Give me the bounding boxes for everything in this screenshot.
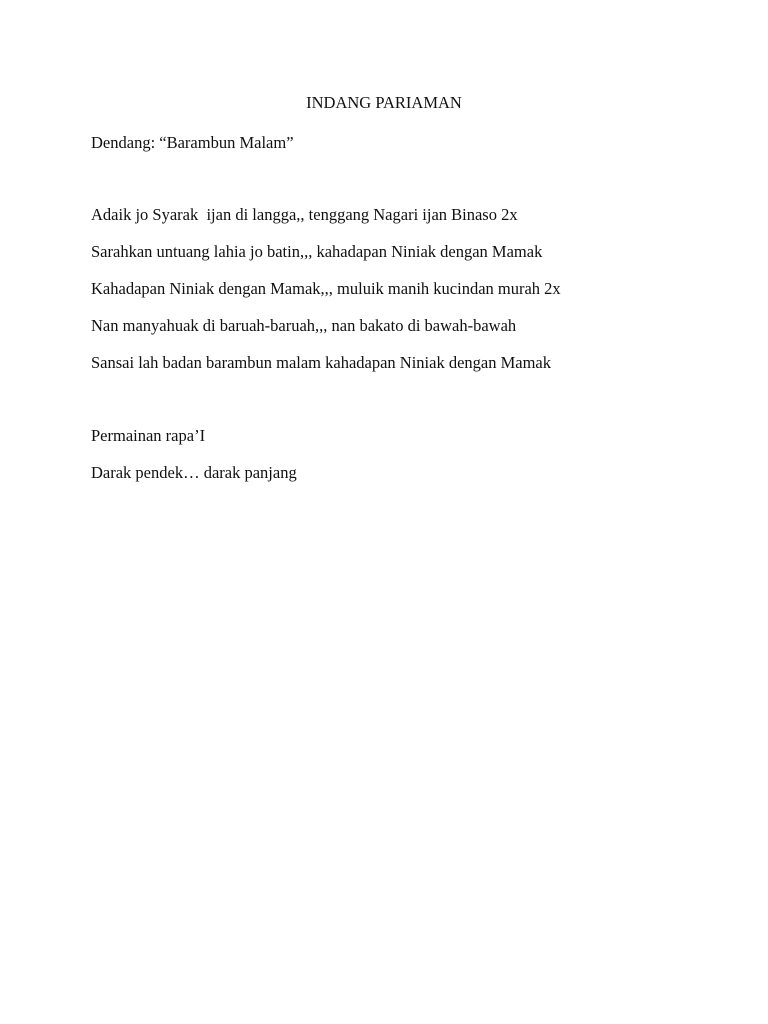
verse-line-1: Adaik jo Syarak ijan di langga,, tenggang Nagari ijan Binaso 2x (91, 205, 518, 224)
document-title: INDANG PARIAMAN (306, 93, 462, 112)
verse-line-3: Kahadapan Niniak dengan Mamak,,, muluik manih kucindan murah 2x (91, 279, 561, 298)
section-line-2: Darak pendek… darak panjang (91, 463, 297, 482)
verse-line-5: Sansai lah badan barambun malam kahadapan Niniak dengan Mamak (91, 353, 552, 372)
dendang-subtitle: Dendang: “Barambun Malam” (91, 133, 294, 152)
verse-line-4: Nan manyahuak di baruah-baruah,,, nan bakato di bawah-bawah (91, 316, 517, 335)
section-line-1: Permainan rapa’I (91, 426, 206, 445)
verse-line-2: Sarahkan untuang lahia jo batin,,, kahadapan Niniak dengan Mamak (91, 242, 543, 261)
